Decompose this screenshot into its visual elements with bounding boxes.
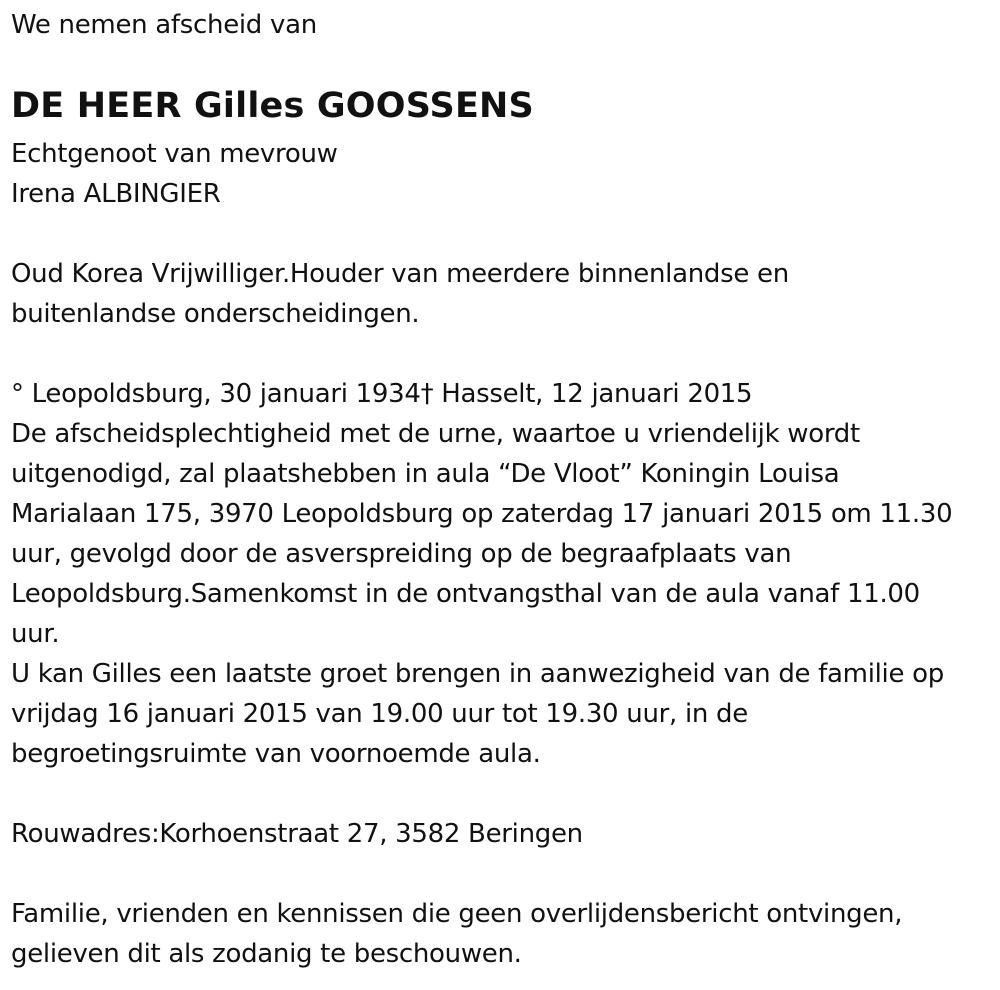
merits-line: buitenlandse onderscheidingen. — [11, 299, 420, 329]
mourning-address-block — [11, 814, 583, 854]
spouse-block — [11, 134, 338, 214]
ceremony-line: De afscheidsplechtigheid met de urne, waartoe u vriendelijk wordt — [11, 419, 860, 449]
family-notice-line: gelieven dit als zodanig te beschouwen. — [11, 939, 522, 969]
ceremony-line: Marialaan 175, 3970 Leopoldsburg op zaterdag 17 januari 2015 om 11.30 — [11, 499, 953, 529]
merits-block — [11, 254, 789, 334]
visitation-line: vrijdag 16 januari 2015 van 19.00 uur tot 19.30 uur, in de — [11, 699, 748, 729]
mourning-address: Rouwadres:Korhoenstraat 27, 3582 Beringen — [11, 819, 583, 849]
family-notice-line: Familie, vrienden en kennissen die geen overlijdensbericht ontvingen, — [11, 899, 903, 929]
birth-death-line: ° Leopoldsburg, 30 januari 1934† Hasselt, 12 januari 2015 — [11, 379, 753, 409]
deceased-name: DE HEER Gilles GOOSSENS — [11, 86, 534, 126]
ceremony-line: Leopoldsburg.Samenkomst in de ontvangsthal van de aula vanaf 11.00 — [11, 579, 920, 609]
merits-line: Oud Korea Vrijwilliger.Houder van meerdere binnenlandse en — [11, 259, 789, 289]
intro-text: We nemen afscheid van — [11, 10, 317, 40]
spouse-line: Echtgenoot van mevrouw — [11, 139, 338, 169]
life-and-ceremony-block — [11, 374, 952, 774]
ceremony-line: uur. — [11, 619, 60, 649]
visitation-line: begroetingsruimte van voornoemde aula. — [11, 739, 541, 769]
visitation-line: U kan Gilles een laatste groet brengen in aanwezigheid van de familie op — [11, 659, 944, 689]
family-notice-block — [11, 894, 902, 974]
ceremony-line: uur, gevolgd door de asverspreiding op de begraafplaats van — [11, 539, 792, 569]
ceremony-line: uitgenodigd, zal plaatshebben in aula “De Vloot” Koningin Louisa — [11, 459, 840, 489]
spouse-name: Irena ALBINGIER — [11, 179, 221, 209]
